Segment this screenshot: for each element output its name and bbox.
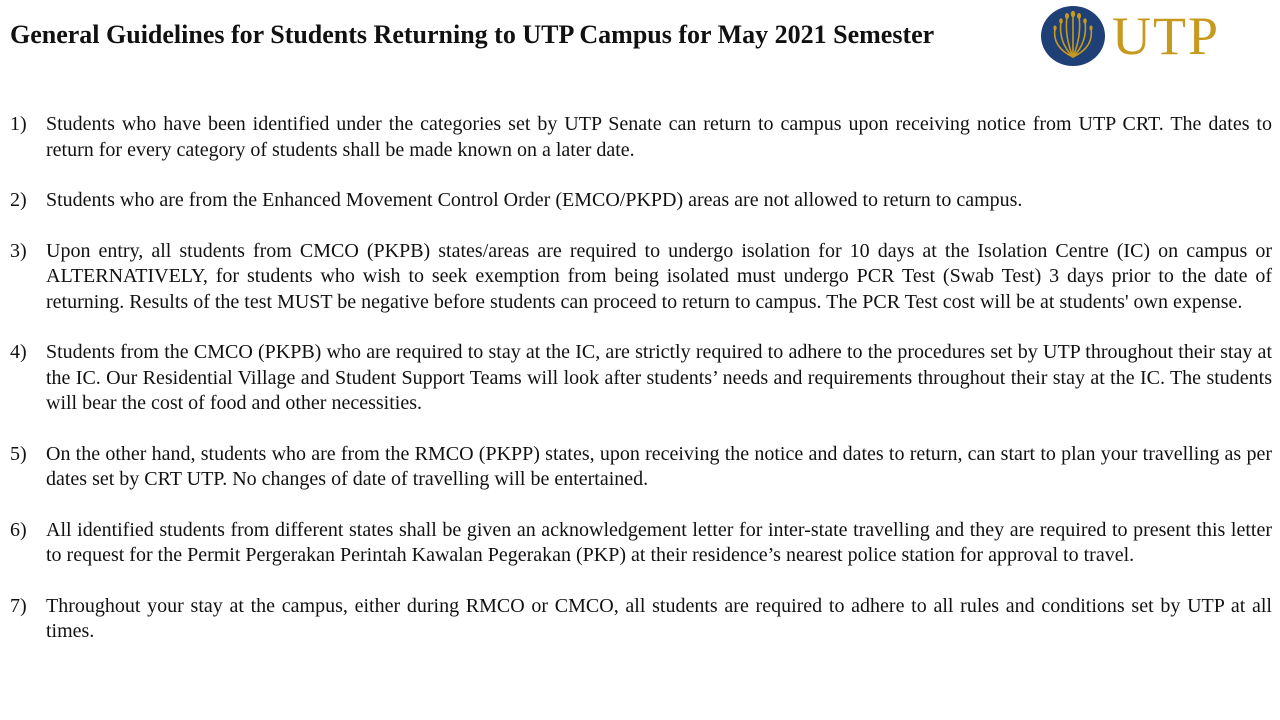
guideline-number: 4)	[10, 341, 27, 363]
guideline-item	[10, 340, 1272, 417]
guideline-text: All identified students from different states shall be given an acknowledgement letter for inter-state travelling and they are required to present this letter to request for the Permit Pergerakan Perintah Kawalan Pegerakan (PKP) at their residence’s nearest police station for approval to travel.	[46, 518, 1272, 566]
guideline-item	[10, 594, 1272, 645]
utp-logo	[1040, 4, 1272, 68]
guideline-number: 6)	[10, 518, 27, 541]
guideline-number: 5)	[10, 442, 27, 465]
guideline-item	[10, 239, 1272, 316]
utp-logo-text: UTP	[1112, 6, 1221, 66]
document-header	[10, 18, 1010, 51]
guideline-text: Students who are from the Enhanced Movement Control Order (EMCO/PKPD) areas are not allowed to return to campus.	[46, 189, 1023, 211]
guideline-text: Upon entry, all students from CMCO (PKPB) states/areas are required to undergo isolation for 10 days at the Isolation Centre (IC) on campus or ALTERNATIVELY, for students who wish to seek exemption from being isolated must undergo PCR Test (Swab Test) 3 days prior to the date of returning. Results of the test MUST be negative before students can proceed to return to campus. The PCR Test cost will be at students' own expense.	[46, 239, 1272, 313]
guideline-number: 3)	[10, 239, 27, 262]
guideline-item	[10, 188, 1272, 214]
guideline-number: 2)	[10, 189, 27, 211]
guideline-number: 1)	[10, 113, 27, 135]
guideline-text: Students from the CMCO (PKPB) who are required to stay at the IC, are strictly required to adhere to the procedures set by UTP throughout their stay at the IC. Our Residential Village and Student Support Teams will look after students’ needs and requirements throughout their stay at the IC. The students will bear the cost of food and other necessities.	[46, 341, 1272, 414]
guidelines-list	[10, 112, 1272, 670]
page-title: General Guidelines for Students Returning to UTP Campus for May 2021 Semester	[10, 20, 935, 49]
guideline-text: Students who have been identified under the categories set by UTP Senate can return to campus upon receiving notice from UTP CRT. The dates to return for every category of students shall be made known on a later date.	[46, 113, 1272, 161]
guideline-item	[10, 442, 1272, 493]
guideline-item	[10, 518, 1272, 569]
guideline-text: Throughout your stay at the campus, either during RMCO or CMCO, all students are required to adhere to all rules and conditions set by UTP at all times.	[46, 594, 1272, 642]
guideline-text: On the other hand, students who are from the RMCO (PKPP) states, upon receiving the notice and dates to return, can start to plan your travelling as per dates set by CRT UTP. No changes of date of travelling will be entertained.	[46, 442, 1272, 490]
utp-emblem-icon	[1040, 5, 1106, 67]
guideline-number: 7)	[10, 594, 27, 617]
guideline-item	[10, 112, 1272, 163]
